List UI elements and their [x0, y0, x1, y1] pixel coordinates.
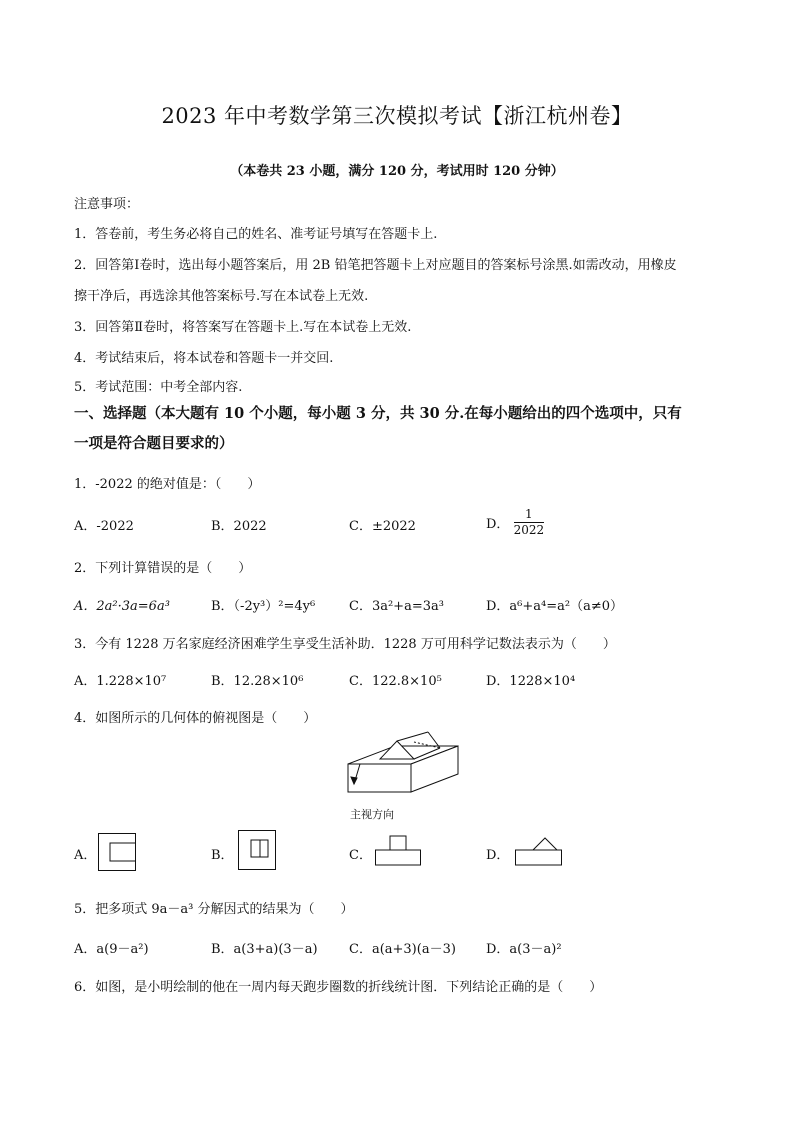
- q5-option-b[interactable]: B．a(3+a)(3－a): [211, 942, 318, 957]
- top-view-c-icon: [375, 834, 421, 866]
- top-view-d-icon: [515, 836, 563, 866]
- q5-option-c[interactable]: C．a(a+3)(a－3): [349, 942, 456, 957]
- q3-option-d[interactable]: D．1228×10⁴: [486, 674, 576, 689]
- q3-option-c[interactable]: C．122.8×10⁵: [349, 674, 442, 689]
- fraction-numerator: 1: [525, 507, 533, 521]
- q3-option-b[interactable]: B．12.28×10⁶: [211, 674, 304, 689]
- q1-option-c[interactable]: C．±2022: [349, 519, 416, 534]
- q1-option-a[interactable]: A．-2022: [74, 519, 134, 534]
- q4-option-d[interactable]: D．: [486, 848, 510, 863]
- section-heading: 一、选择题（本大题有 10 个小题，每小题 3 分，共 30 分.在每小题给出的四个选项中，只有: [74, 405, 682, 422]
- q5-option-d[interactable]: D．a(3－a)²: [486, 942, 562, 957]
- question-2-stem: 2．下列计算错误的是（ ）: [74, 561, 252, 576]
- note-item: 5．考试范围：中考全部内容.: [74, 380, 243, 395]
- exam-info: （本卷共 23 小题，满分 120 分，考试用时 120 分钟）: [230, 164, 564, 179]
- top-view-b-icon: [238, 830, 276, 870]
- q4-option-b[interactable]: B．: [211, 848, 234, 863]
- note-item: 擦干净后，再选涂其他答案标号.写在本试卷上无效.: [74, 289, 369, 304]
- q4-option-a[interactable]: A．: [74, 848, 97, 863]
- q1-option-d[interactable]: [486, 507, 544, 538]
- view-direction-label: 主视方向: [350, 808, 394, 821]
- q2-option-a[interactable]: A．2a²·3a=6a³: [74, 599, 170, 614]
- question-5-stem: 5．把多项式 9a－a³ 分解因式的结果为（ ）: [74, 902, 354, 917]
- q3-option-a[interactable]: A．1.228×10⁷: [74, 674, 167, 689]
- note-item: 2．回答第Ⅰ卷时，选出每小题答案后，用 2B 铅笔把答题卡上对应题目的答案标号涂黑.如需改动，用橡皮: [74, 258, 677, 273]
- note-item: 3．回答第Ⅱ卷时，将答案写在答题卡上.写在本试卷上无效.: [74, 320, 412, 335]
- q2-option-c[interactable]: C．3a²+a=3a³: [349, 599, 444, 614]
- solid-figure: [340, 732, 470, 802]
- question-3-stem: 3．今有 1228 万名家庭经济困难学生享受生活补助．1228 万可用科学记数法表示为（ ）: [74, 637, 616, 652]
- question-6-stem: 6．如图，是小明绘制的他在一周内每天跑步圈数的折线统计图．下列结论正确的是（ ）: [74, 980, 603, 995]
- q2-option-d[interactable]: D．a⁶+a⁴=a²（a≠0）: [486, 599, 624, 614]
- q1-option-d-label: D．: [486, 517, 510, 532]
- question-4-stem: 4．如图所示的几何体的俯视图是（ ）: [74, 711, 317, 726]
- q4-option-c[interactable]: C．: [349, 848, 372, 863]
- fraction: [514, 507, 545, 538]
- fraction-denominator: 2022: [513, 523, 545, 537]
- top-view-a-icon: [98, 833, 136, 871]
- question-1-stem: 1．-2022 的绝对值是：（ ）: [74, 477, 261, 492]
- page-title: 2023 年中考数学第三次模拟考试【浙江杭州卷】: [161, 104, 633, 128]
- q2-option-b[interactable]: B．（-2y³）²=4y⁶: [211, 599, 316, 614]
- q1-option-b[interactable]: B．2022: [211, 519, 267, 534]
- note-item: 1．答卷前，考生务必将自己的姓名、准考证号填写在答题卡上.: [74, 227, 438, 242]
- section-heading-cont: 一项是符合题目要求的）: [74, 435, 234, 452]
- notes-heading: 注意事项：: [74, 197, 140, 212]
- note-item: 4．考试结束后，将本试卷和答题卡一并交回.: [74, 351, 334, 366]
- q5-option-a[interactable]: A．a(9－a²): [74, 942, 149, 957]
